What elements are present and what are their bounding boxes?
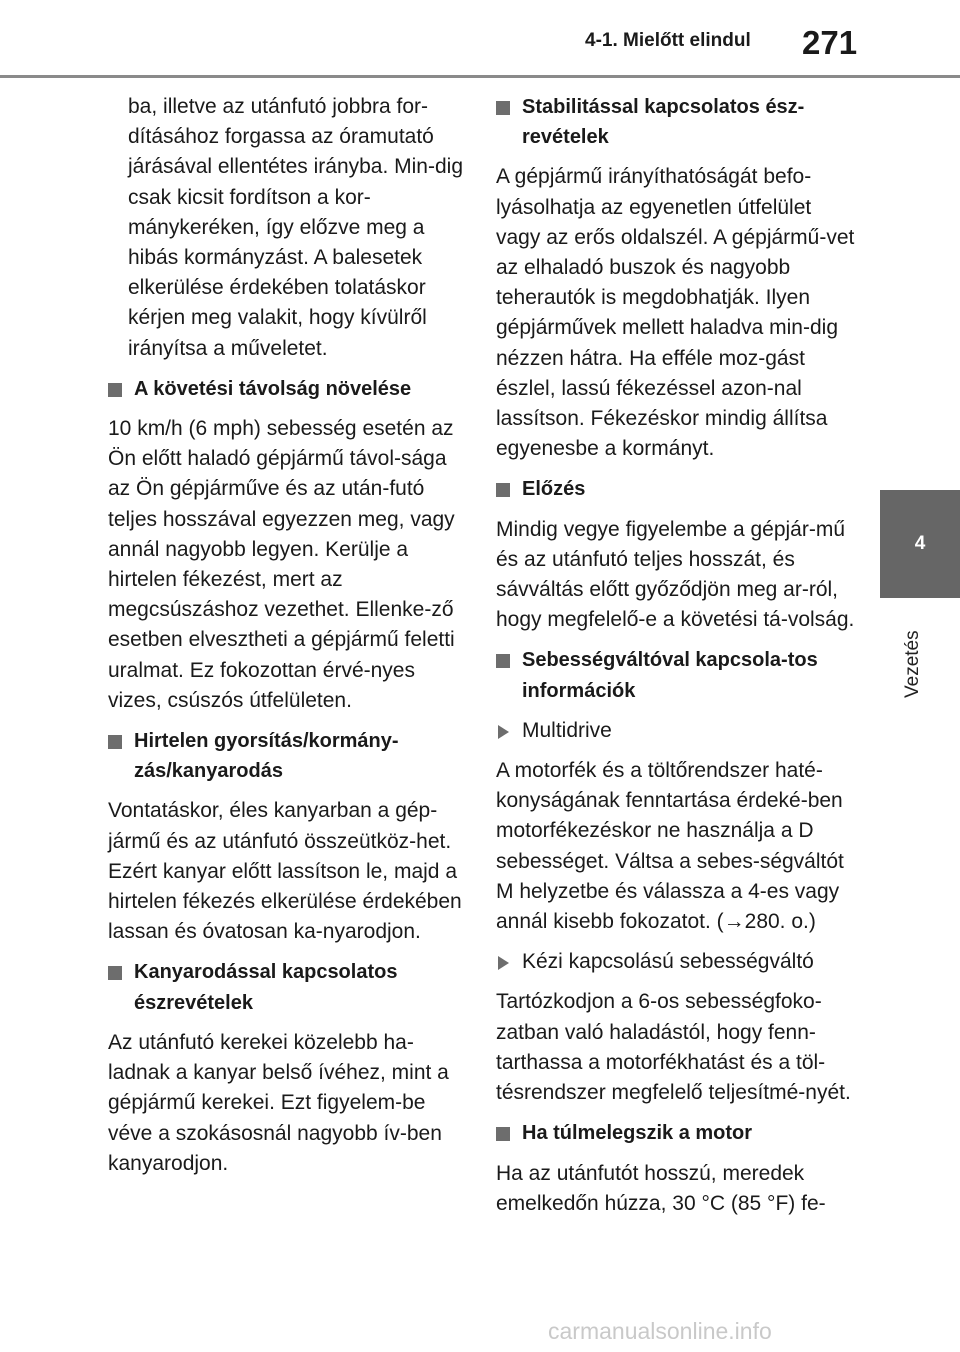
chapter-label: Vezetés — [902, 630, 923, 698]
square-bullet-icon — [108, 966, 122, 980]
section-paragraph: 10 km/h (6 mph) sebesség esetén az Ön előtt haladó gépjármű távol-sága az Ön gépjárműve és az után-futó teljes hosszával egyezzen meg, vagy annál nagyobb legyen. Kerülje a hirtelen fékezést, mert az megcsúszáshoz vezethet. Ellenke-ző esetben elvesztheti a gépjármű feletti uralmat. Ez fokozottan érvé-nyes vizes, csúszós útfelületen. — [108, 417, 455, 712]
section-paragraph: Tartózkodjon a 6-os sebességfoko-zatban való haladástól, hogy fenn-tarthassa a motorfékhatást és a töl-tésrendszer megfelelő teljesítmé-nyét. — [496, 990, 851, 1105]
section-paragraph: Az utánfutó kerekei közelebb ha-ladnak a kanyar belső ívéhez, mint a gépjármű kerekei. Ezt figyelem-be véve a szokásosnál nagyobb ív-ben kanyarodjon. — [108, 1030, 449, 1175]
section-paragraph: A motorfék és a töltőrendszer haté-konyságának fenntartása érdeké-ben motorfékezéskor ne használja a D sebességet. Váltsa a sebes-ségváltót M helyzetbe és válassza a 4-es vagy annál kisebb fokozatot. (→280. o.) — [496, 759, 844, 934]
page-header-title: 4-1. Mielőtt elindul — [585, 30, 751, 51]
square-bullet-icon — [496, 101, 510, 115]
section-heading: Előzés — [496, 474, 856, 504]
square-bullet-icon — [108, 383, 122, 397]
square-bullet-icon — [496, 483, 510, 497]
right-column — [496, 92, 856, 1229]
list-item: Kézi kapcsolású sebességváltó — [496, 947, 856, 977]
section-heading: A követési távolság növelése — [108, 374, 468, 404]
square-bullet-icon — [496, 1127, 510, 1141]
page-number: 271 — [802, 24, 858, 61]
section-heading: Ha túlmelegszik a motor — [496, 1118, 856, 1148]
intro-paragraph: ba, illetve az utánfutó jobbra for-dításához forgassa az óramutató járásával ellentétes irányba. Min-dig csak kicsit fordítson a kor-mánykeréken, így előzve meg a hibás kormányzást. A balesetek elkerülése érdekében tolatáskor kérjen meg valakit, hogy kívülről irányítsa a műveletet. — [128, 95, 464, 360]
header-divider — [0, 75, 960, 78]
square-bullet-icon — [108, 735, 122, 749]
section-heading: Stabilitással kapcsolatos ész-revételek — [496, 92, 856, 152]
list-item: Multidrive — [496, 716, 856, 746]
section-heading: Sebességváltóval kapcsola-tos információk — [496, 645, 856, 705]
watermark: carmanualsonline.info — [548, 1318, 772, 1344]
section-paragraph: Ha az utánfutót hosszú, meredek emelkedőn húzza, 30 °C (85 °F) fe- — [496, 1161, 826, 1215]
triangle-bullet-icon — [498, 725, 509, 739]
triangle-bullet-icon — [498, 956, 509, 970]
section-paragraph: Mindig vegye figyelembe a gépjár-mű és az utánfutó teljes hosszát, és sávváltás előtt győződjön meg ar-ról, hogy megfelelő-e a követési tá-volság. — [496, 517, 855, 632]
section-heading: Hirtelen gyorsítás/kormány-zás/kanyarodás — [108, 726, 468, 786]
section-paragraph: A gépjármű irányíthatóságát befo-lyásolhatja az egyenetlen útfelület vagy az erős oldalszél. A gépjármű-vet az elhaladó buszok és nagyobb teherautók is megdobhatják. Ilyen gépjárművek mellett haladva min-dig nézzen hátra. Ha efféle moz-gást észlel, lassú fékezéssel azon-nal lassítson. Fékezéskor mindig állítsa egyenesbe a kormányt. — [496, 165, 855, 461]
chapter-tab: 4 — [880, 490, 960, 598]
section-paragraph: Vontatáskor, éles kanyarban a gép-jármű és az utánfutó összeütköz-het. Ezért kanyar előtt lassítson le, majd a hirtelen fékezés elkerülése érdekében lassan és óvatosan ka-nyarodjon. — [108, 799, 462, 944]
square-bullet-icon — [496, 654, 510, 668]
section-heading: Kanyarodással kapcsolatos észrevételek — [108, 957, 468, 1017]
left-column — [108, 92, 468, 1189]
